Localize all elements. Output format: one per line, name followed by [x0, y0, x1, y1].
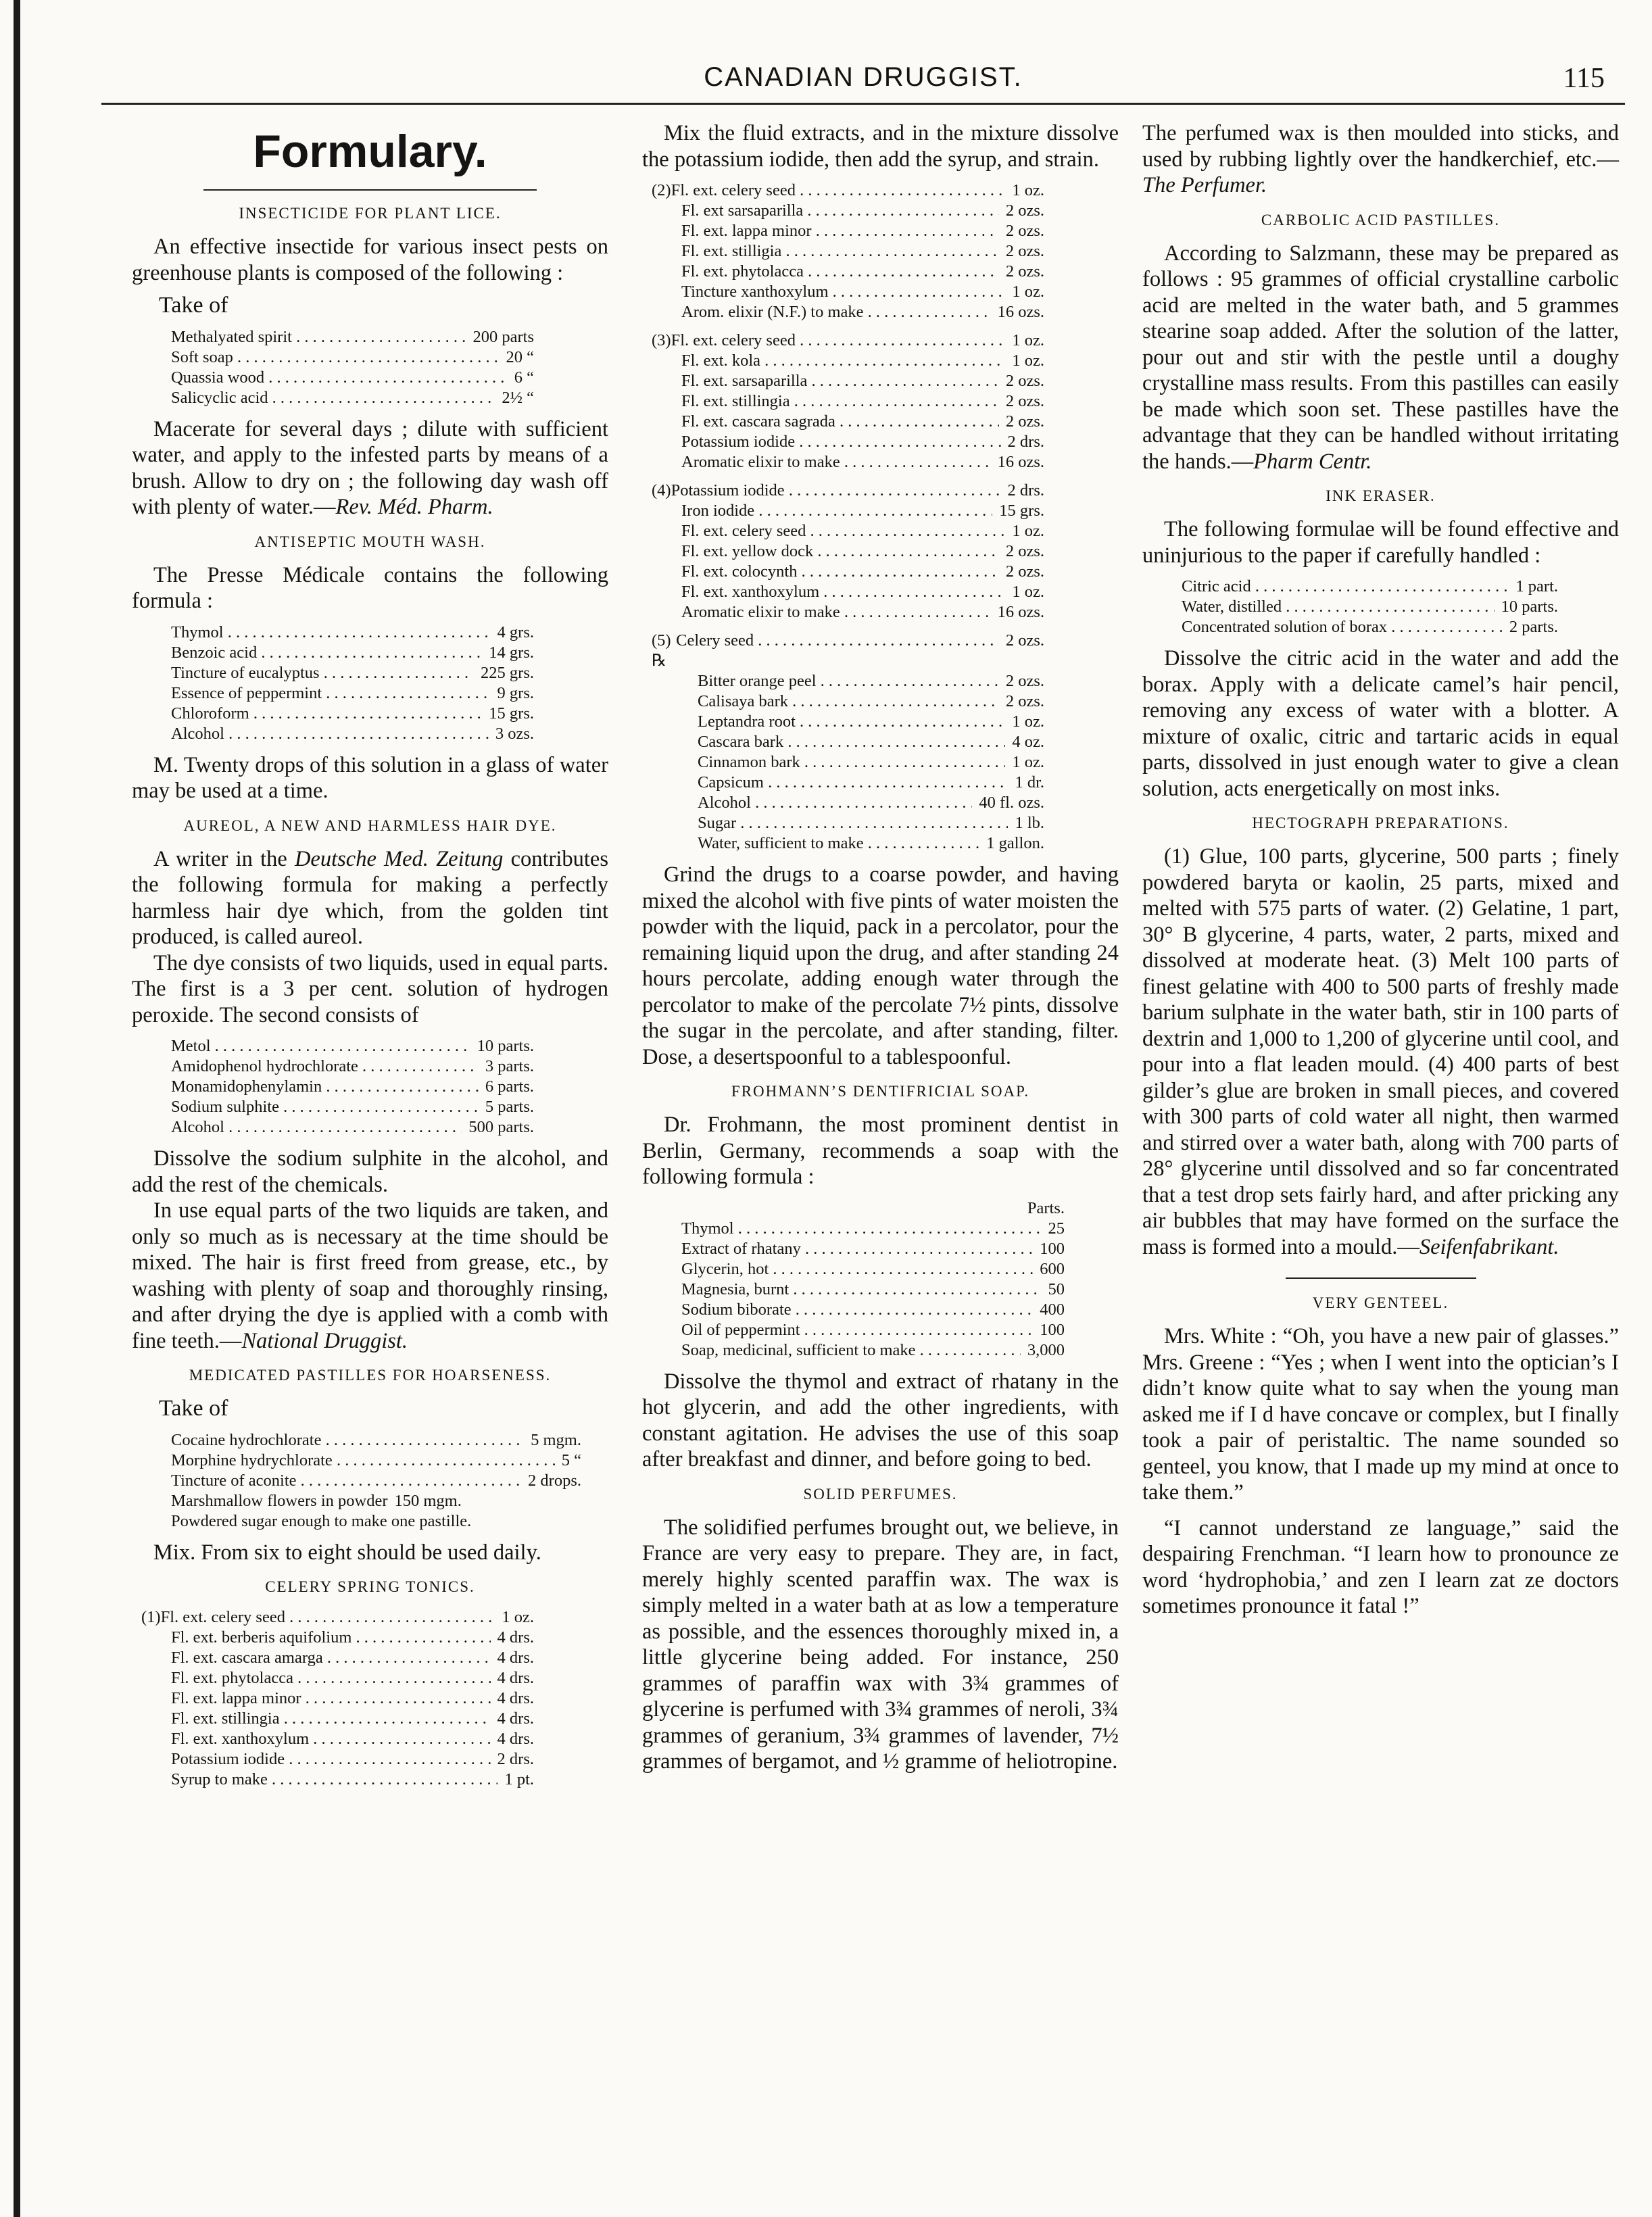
quantity: 1 oz. [1012, 712, 1044, 731]
ingredient: Tincture of aconite . . . [171, 1471, 521, 1491]
quantity: 225 grs. [481, 663, 534, 682]
quantity: 4 drs. [497, 1649, 534, 1667]
ingredient: Fl. ext. colocynth . . . [681, 562, 999, 582]
quantity: 1 lb. [1015, 814, 1044, 832]
quantity: 2 parts. [1509, 618, 1558, 636]
recipe-row [652, 501, 1044, 521]
recipe-row [141, 1648, 534, 1668]
quantity: 50 [1048, 1280, 1065, 1298]
ingredient: Fl. ext sarsaparilla . . . [681, 201, 999, 221]
quantity: 1 part. [1515, 577, 1558, 595]
recipe-row [681, 1300, 1065, 1320]
ingredient: Citric acid . . . [1182, 577, 1509, 597]
article-paragraph: Dr. Frohmann, the most prominent dentist in Berlin, Germany, recommends a soap with the following formula : [642, 1113, 1119, 1189]
recipe-row [171, 623, 534, 643]
quantity: 1 oz. [1012, 522, 1044, 540]
article-heading: MEDICATED PASTILLES FOR HOARSENESS. [189, 1367, 552, 1384]
recipe-number: (1) [141, 1608, 161, 1626]
recipe-list [642, 481, 1119, 623]
recipe-row [652, 671, 1044, 691]
quantity: 2 ozs. [1005, 672, 1044, 690]
ingredient: Extract of rhatany . . . [681, 1239, 1033, 1259]
quantity: 5 parts. [485, 1098, 534, 1116]
column-2 [642, 120, 1119, 1775]
ingredient: Aromatic elixir to make . . . [681, 452, 991, 472]
recipe-list [132, 1430, 608, 1532]
paragraph-text: The perfumed wax is then moulded into sticks, and used by rubbing lightly over the handkerchief, etc.— [1142, 121, 1619, 172]
recipe-row [681, 1280, 1065, 1300]
quantity: 2 drs. [497, 1750, 534, 1768]
article-paragraph [132, 1198, 608, 1354]
recipe-row [171, 1471, 581, 1491]
quantity: 600 [1040, 1259, 1065, 1278]
recipe-row [141, 1628, 534, 1648]
ingredient: Soft soap . . . [171, 347, 500, 368]
article-heading: HECTOGRAPH PREPARATIONS. [1252, 814, 1509, 831]
recipe-row [652, 282, 1044, 302]
quantity: 4 grs. [497, 623, 534, 641]
recipe-row [652, 452, 1044, 472]
quantity: 1 oz. [1012, 753, 1044, 771]
recipe-row [171, 368, 534, 388]
ingredient: Quassia wood . . . [171, 368, 508, 388]
ingredient: Chloroform . . . [171, 704, 482, 724]
column-header: Parts. [1027, 1198, 1065, 1217]
ingredient: Fl. ext. cascara sagrada . . . [681, 412, 999, 432]
ingredient: Magnesia, burnt . . . [681, 1280, 1042, 1300]
recipe-row [652, 391, 1044, 412]
quantity: 2 ozs. [1005, 631, 1044, 650]
recipe-row [171, 683, 534, 704]
quantity: 4 drs. [497, 1628, 534, 1647]
ingredient: Methalyated spirit . . . [171, 327, 466, 347]
article-paragraph [132, 846, 608, 950]
quantity: 200 parts [472, 327, 534, 346]
quantity: 1 pt. [504, 1770, 534, 1788]
quantity: 4 drs. [497, 1730, 534, 1748]
quantity: 1 oz. [502, 1608, 534, 1626]
quantity: 40 fl. ozs. [979, 794, 1044, 812]
quantity: 2 ozs. [1005, 222, 1044, 240]
article-paragraph: The solidified perfumes brought out, we believe, in France are very easy to prepare. They are, in fact, merely highly scented paraffin wax. The wax is simply melted in a water bath at as low a temperature as possible, and the essences thoroughly mixed in, a little glycerine being added. For instance, 250 grammes of paraffin wax with 3¾ grammes of glycerine is perfumed with 3¾ grammes of neroli, 3¾ grammes of geranium, 3¾ grammes of lavender, 7½ grammes of bergamot, and ½ gramme of heliotropine. [642, 1515, 1119, 1774]
ingredient: Salicyclic acid . . . [171, 388, 495, 408]
recipe-row [171, 704, 534, 724]
article-paragraph: Dissolve the citric acid in the water and add the borax. Apply with a delicate camel’s hair pencil, removing any excess of water with a blotter. A mixture of oxalic, citric and tartaric acids in equal parts, dissolved in just enough water to give a clean solution, acts energetically on most inks. [1142, 646, 1619, 801]
recipe-row [652, 412, 1044, 432]
article-heading: SOLID PERFUMES. [803, 1485, 958, 1503]
ingredient: Calisaya bark . . . [698, 691, 999, 712]
recipe-row [171, 1430, 581, 1451]
article-heading: CARBOLIC ACID PASTILLES. [1261, 211, 1501, 228]
article-paragraph: An effective insectide for various insect pests on greenhouse plants is composed of the following : [132, 235, 608, 285]
source-citation: Rev. Méd. Pharm. [335, 495, 493, 519]
take-of-label: Take of [159, 293, 228, 318]
article-paragraph: Dissolve the thymol and extract of rhatany in the hot glycerin, and add the other ingredients, with constant agitation. He advises the use of this soap after breakfast and dinner, and before going to bed. [642, 1369, 1119, 1471]
quantity: 1 oz. [1012, 583, 1044, 601]
title-rule [203, 189, 537, 191]
quantity: 3,000 [1027, 1340, 1065, 1359]
ingredient: Fl. ext. celery seed . . . [681, 521, 1005, 541]
page-number: 115 [1563, 63, 1605, 94]
paragraph-text: (1) Glue, 100 parts, glycerine, 500 parts ; finely powdered baryta or kaolin, 25 parts, mixed and melted with 575 parts of water. (2) Gelatine, 1 part, 30° B glycerine, 4 parts, water, 2 parts, mixed and dissolved at moderate heat. (3) Melt 100 parts of finest gelatine with 400 to 500 parts of freshly made barium sulphate in the water bath, stir in 100 parts of dextrin and 1,000 to 1,200 of glycerine until cool, and pour into a flat leaden mould. (4) 400 parts of best gilder’s glue are broken in small pieces, and covered with 300 parts of cold water all night, then warmed and stirred over a water bath, along with 700 parts of 28° glycerine until dissolved and so far concentrated that a test drop sets fairly hard, and after pricking any air bubbles that may have formed on the surface the mass is formed into a mould.— [1142, 844, 1619, 1259]
quantity: 1 oz. [1012, 181, 1044, 199]
ingredient: Marshmallow flowers in powder [171, 1491, 388, 1510]
ingredient: Iron iodide . . . [681, 501, 992, 521]
recipe-row [171, 1097, 534, 1117]
quantity: 5 mgm. [531, 1430, 581, 1449]
quantity: 4 drs. [497, 1669, 534, 1687]
quantity: 15 grs. [999, 502, 1044, 520]
ingredient: Powdered sugar enough to make one pastille. [171, 1511, 472, 1530]
ingredient: Amidophenol hydrochlorate . . . [171, 1056, 479, 1077]
recipe-row [652, 432, 1044, 452]
ingredient: Benzoic acid . . . [171, 643, 482, 663]
ingredient: Cinnamon bark . . . [698, 752, 1005, 773]
recipe-row [171, 1511, 581, 1532]
quantity: 6 “ [514, 368, 534, 387]
recipe-row [681, 1259, 1065, 1280]
article-heading: ANTISEPTIC MOUTH WASH. [254, 533, 486, 550]
ingredient: Fl. ext. berberis aquifolium . . . [171, 1628, 491, 1648]
recipe-row [171, 1056, 534, 1077]
ingredient: Sugar . . . [698, 813, 1008, 833]
recipe-row [141, 1607, 534, 1628]
ingredient: Concentrated solution of borax . . . [1182, 617, 1503, 637]
ingredient: Potassium iodide . . . [681, 432, 1001, 452]
ingredient: Oil of peppermint . . . [681, 1320, 1033, 1340]
recipe-row [171, 1451, 581, 1471]
ingredient: Fl. ext. stillingia . . . [681, 391, 999, 412]
article-heading: CELERY SPRING TONICS. [265, 1578, 475, 1595]
recipe-row [652, 371, 1044, 391]
article-paragraph: Mix. From six to eight should be used daily. [153, 1540, 541, 1565]
quantity: 3 ozs. [495, 724, 534, 743]
article-paragraph [1142, 241, 1619, 475]
ingredient: Fl. ext. yellow dock . . . [681, 541, 999, 562]
ingredient: Fl. ext. stillingia . . . [171, 1709, 491, 1729]
quantity: 16 ozs. [997, 603, 1044, 621]
recipe-row [171, 388, 534, 408]
ingredient: Cocaine hydrochlorate . . . [171, 1430, 524, 1451]
ingredient: Capsicum . . . [698, 773, 1008, 793]
article-paragraph: The dye consists of two liquids, used in equal parts. The first is a 3 per cent. solution of hydrogen peroxide. The second consists of [132, 950, 608, 1027]
recipe-row [652, 351, 1044, 371]
quantity: 4 oz. [1012, 733, 1044, 751]
recipe-row [652, 180, 1044, 201]
ingredient: Fl. ext. xanthoxylum . . . [171, 1729, 491, 1749]
article-paragraph: Mix the fluid extracts, and in the mixture dissolve the potassium iodide, then add the syrup, and strain. [642, 121, 1119, 172]
recipe-row [1182, 617, 1558, 637]
recipe-row [652, 712, 1044, 732]
quantity: 2 ozs. [1005, 392, 1044, 410]
recipe-row [171, 1117, 534, 1138]
article-paragraph: Mrs. White : “Oh, you have a new pair of glasses.” Mrs. Greene : “Yes ; when I went into the optician’s I didn’t know quite what to say when the young man asked me if I d have concave or complex, but I finally took a pair of peristaltic. The name sounded so genteel, you know, that I made up my mind at once to take them.” [1142, 1324, 1619, 1505]
recipe-row [681, 1219, 1065, 1239]
quantity: 2½ “ [502, 388, 534, 407]
quantity: 400 [1040, 1300, 1065, 1319]
ingredient: Cascara bark . . . [698, 732, 1005, 752]
ingredient: Syrup to make . . . [171, 1770, 497, 1790]
paragraph-text: In use equal parts of the two liquids are taken, and only so much as is necessary at the time should be mixed. The hair is first freed from grease, etc., by washing with plenty of soap and thoroughly rinsing, and after drying the dye is applied with a comb with fine teeth.— [132, 1198, 608, 1353]
recipe-row [652, 562, 1044, 582]
recipe-row [652, 521, 1044, 541]
quantity: 1 oz. [1012, 351, 1044, 370]
quantity: 6 parts. [485, 1077, 534, 1096]
ingredient: Sodium sulphite . . . [171, 1097, 479, 1117]
recipe-row [652, 773, 1044, 793]
recipe-list [132, 327, 608, 408]
quantity: 2 ozs. [1005, 562, 1044, 581]
ingredient: Fl. ext. celery seed . . . [161, 1607, 495, 1628]
ingredient: Fl. ext. phytolacca . . . [681, 262, 999, 282]
ingredient: Glycerin, hot . . . [681, 1259, 1033, 1280]
quantity: 25 [1048, 1219, 1065, 1238]
recipe-row [652, 793, 1044, 813]
recipe-row [652, 813, 1044, 833]
ingredient: Tincture of eucalyptus . . . [171, 663, 474, 683]
recipe-row [171, 347, 534, 368]
ingredient: Fl. ext. kola . . . [681, 351, 1005, 371]
quantity: 2 drs. [1007, 433, 1044, 451]
article-heading: INK ERASER. [1326, 487, 1436, 504]
article-paragraph: Dissolve the sodium sulphite in the alcohol, and add the rest of the chemicals. [132, 1146, 608, 1197]
recipe-row [171, 327, 534, 347]
quantity: 2 ozs. [1005, 412, 1044, 431]
column-1 [132, 120, 608, 1798]
quantity: 4 drs. [497, 1709, 534, 1728]
paragraph-text: contributes the following formula for making a perfectly harmless hair dye which, from the golden tint produced, is called aureol. [132, 846, 608, 949]
recipe-row [652, 691, 1044, 712]
recipe-list [642, 631, 1119, 854]
article-paragraph [132, 416, 608, 520]
recipe-row [171, 663, 534, 683]
article-heading: AUREOL, A NEW AND HARMLESS HAIR DYE. [183, 817, 557, 834]
ingredient: Potassium iodide . . . [671, 481, 1001, 501]
recipe-row [652, 631, 1044, 671]
journal-name: Deutsche Med. Zeitung [294, 846, 504, 871]
recipe-row [652, 752, 1044, 773]
ingredient: Fl. ext. stilligia . . . [681, 241, 999, 262]
article-paragraph: M. Twenty drops of this solution in a glass of water may be used at a time. [132, 752, 608, 803]
recipe-list [642, 180, 1119, 322]
quantity: 3 parts. [485, 1057, 534, 1075]
quantity: 5 “ [561, 1451, 581, 1469]
ingredient: Leptandra root . . . [698, 712, 1005, 732]
quantity: 15 grs. [489, 704, 534, 723]
source-citation: Seifenfabrikant. [1419, 1234, 1559, 1259]
ingredient: Fl. ext. xanthoxylum . . . [681, 582, 1005, 602]
ingredient: Water, sufficient to make . . . [698, 833, 979, 854]
article-paragraph: Grind the drugs to a coarse powder, and having mixed the alcohol with five pints of water moisten the powder with the liquid, pack in a percolator, pour the remaining liquid upon the drug, and after standing 24 hours percolate, adding enough water through the percolator to make of the percolate 7½ pints, dissolve the sugar in the percolate, and after standing, filter. Dose, a desertspoonful to a tablespoonful. [642, 862, 1119, 1069]
recipe-row [652, 602, 1044, 623]
recipe-number: (2) [652, 181, 671, 199]
recipe-row [652, 331, 1044, 351]
quantity: 4 drs. [497, 1689, 534, 1707]
quantity: 100 [1040, 1239, 1065, 1258]
ingredient: Arom. elixir (N.F.) to make . . . [681, 302, 991, 322]
recipe-number: (3) [652, 331, 671, 349]
recipe-list [132, 1036, 608, 1138]
quantity: 100 [1040, 1320, 1065, 1339]
recipe-row [681, 1239, 1065, 1259]
section-title: Formulary. [253, 126, 487, 177]
recipe-row [681, 1320, 1065, 1340]
ingredient: Alcohol . . . [171, 724, 489, 744]
quantity: 2 ozs. [1005, 242, 1044, 260]
quantity: 2 drs. [1007, 481, 1044, 500]
source-citation: Pharm Centr. [1253, 449, 1372, 474]
page-edge-rule [14, 0, 20, 2217]
recipe-row [141, 1709, 534, 1729]
ingredient: Metol . . . [171, 1036, 470, 1056]
recipe-row [652, 582, 1044, 602]
recipe-list [1142, 577, 1619, 637]
recipe-row [171, 1077, 534, 1097]
quantity: 20 “ [506, 347, 534, 366]
quantity: 500 parts. [468, 1118, 534, 1136]
recipe-row [141, 1770, 534, 1790]
article-heading: VERY GENTEEL. [1312, 1294, 1449, 1311]
article-paragraph [1142, 844, 1619, 1260]
header-rule [101, 103, 1625, 105]
ingredient: Thymol . . . [681, 1219, 1042, 1239]
recipe-row [171, 724, 534, 744]
ingredient: Fl. ext. sarsaparilla . . . [681, 371, 999, 391]
quantity: 2 ozs. [1005, 262, 1044, 281]
recipe-row [1182, 597, 1558, 617]
quantity: 2 ozs. [1005, 692, 1044, 710]
recipe-row [652, 241, 1044, 262]
ingredient: Sodium biborate . . . [681, 1300, 1033, 1320]
quantity: 2 drops. [528, 1471, 581, 1490]
ingredient: Fl. ext. cascara amarga . . . [171, 1648, 491, 1668]
recipe-number: (4) [652, 481, 671, 500]
ingredient: Morphine hydrychlorate . . . [171, 1451, 555, 1471]
running-title: CANADIAN DRUGGIST. [704, 62, 1023, 92]
ingredient: Fl. ext. celery seed . . . [671, 180, 1006, 201]
ingredient: Tincture xanthoxylum . . . [681, 282, 1005, 302]
article-heading: INSECTICIDE FOR PLANT LICE. [239, 205, 502, 222]
recipe-list [642, 331, 1119, 472]
paragraph-text: A writer in the [153, 846, 295, 871]
recipe-row [141, 1729, 534, 1749]
quantity: 1 oz. [1012, 331, 1044, 349]
article-paragraph [1142, 120, 1619, 199]
quantity: 150 mgm. [394, 1491, 462, 1510]
recipe-list [132, 623, 608, 744]
ingredient: Monamidophenylamin . . . [171, 1077, 479, 1097]
source-citation: National Druggist. [241, 1328, 408, 1353]
recipe-row [652, 833, 1044, 854]
recipe-row [652, 201, 1044, 221]
ingredient: Alcohol . . . [698, 793, 972, 813]
ingredient: Fl. ext. celery seed . . . [671, 331, 1006, 351]
article-paragraph: The following formulae will be found effective and uninjurious to the paper if carefully handled : [1142, 517, 1619, 568]
recipe-row [652, 302, 1044, 322]
recipe-row [141, 1668, 534, 1688]
paragraph-text: According to Salzmann, these may be prepared as follows : 95 grammes of official crystalline carbolic acid are melted in the water bath, and 5 grammes stearine soap added. After the solution of the latter, pour out and stir with the pestle until a doughy crystalline mass results. From this pastilles can easily be made which soon set. These pastilles have the advantage that they can be handled without irritating the hands.— [1142, 241, 1619, 474]
recipe-number: (5) ℞ [652, 631, 671, 670]
ingredient: Essence of peppermint . . . [171, 683, 491, 704]
ingredient: Bitter orange peel . . . [698, 671, 999, 691]
quantity: 2 ozs. [1005, 542, 1044, 560]
quantity: 1 gallon. [986, 834, 1044, 852]
section-rule [1286, 1277, 1476, 1279]
ingredient: Water, distilled . . . [1182, 597, 1495, 617]
ingredient: Alcohol . . . [171, 1117, 462, 1138]
ingredient: Fl. ext. lappa minor . . . [681, 221, 999, 241]
recipe-row [141, 1688, 534, 1709]
quantity: 2 ozs. [1005, 201, 1044, 220]
quantity: 9 grs. [497, 683, 534, 702]
recipe-row [1182, 577, 1558, 597]
recipe-row [652, 732, 1044, 752]
ingredient: Celery seed . . . [676, 631, 999, 651]
recipe-row [652, 541, 1044, 562]
quantity: 16 ozs. [997, 453, 1044, 471]
quantity: 16 ozs. [997, 303, 1044, 321]
recipe-list [132, 1607, 608, 1790]
quantity: 2 ozs. [1005, 372, 1044, 390]
quantity: 14 grs. [489, 643, 534, 662]
article-paragraph: The Presse Médicale contains the following formula : [132, 562, 608, 613]
ingredient: Thymol . . . [171, 623, 491, 643]
ingredient: Soap, medicinal, sufficient to make . . . [681, 1340, 1021, 1361]
take-of-label: Take of [159, 1396, 228, 1421]
recipe-list [642, 1198, 1119, 1361]
recipe-row [171, 643, 534, 663]
recipe-row [171, 1491, 581, 1511]
recipe-row [652, 481, 1044, 501]
recipe-row [652, 221, 1044, 241]
column-3 [1142, 120, 1619, 1619]
ingredient: Fl. ext. phytolacca . . . [171, 1668, 491, 1688]
article-heading: FROHMANN’S DENTIFRICIAL SOAP. [731, 1083, 1030, 1100]
quantity: 10 parts. [1501, 598, 1558, 616]
ingredient: Potassium iodide . . . [171, 1749, 491, 1770]
recipe-row [681, 1340, 1065, 1361]
source-citation: The Perfumer. [1142, 173, 1267, 197]
article-paragraph: “I cannot understand ze language,” said the despairing Frenchman. “I learn how to pronounce ze word ‘hydrophobia,’ and zen I learn zat ze doctors sometimes pronounce it fatal !” [1142, 1515, 1619, 1618]
recipe-row [171, 1036, 534, 1056]
recipe-row [141, 1749, 534, 1770]
paragraph-text: Macerate for several days ; dilute with sufficient water, and apply to the infested parts by means of a brush. Allow to dry on ; the following day wash off with plenty of water.— [132, 416, 608, 519]
quantity: 1 dr. [1015, 773, 1044, 791]
quantity: 10 parts. [477, 1037, 534, 1055]
ingredient: Fl. ext. lappa minor . . . [171, 1688, 491, 1709]
quantity: 1 oz. [1012, 283, 1044, 301]
recipe-row [652, 262, 1044, 282]
ingredient: Aromatic elixir to make . . . [681, 602, 991, 623]
